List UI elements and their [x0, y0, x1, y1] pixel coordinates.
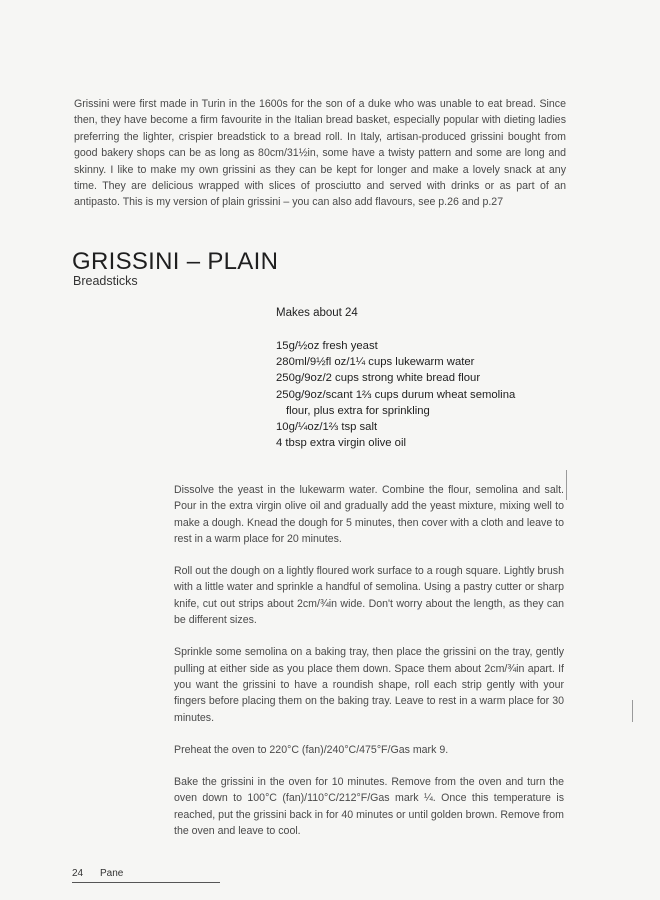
- ingredient-item: 10g/¼oz/1⅔ tsp salt: [276, 421, 378, 434]
- method-step: Preheat the oven to 220°C (fan)/240°C/475°F/Gas mark 9.: [174, 743, 449, 756]
- ingredient-item: 250g/9oz/2 cups strong white bread flour: [276, 372, 481, 385]
- ingredient-item: 4 tbsp extra virgin olive oil: [276, 437, 406, 450]
- section-name: Pane: [100, 868, 124, 879]
- method-step: Dissolve the yeast in the lukewarm water. Combine the flour, semolina and salt. Pour in the extra virgin olive oil and gradually add the yeast mixture, mixing well to make a dough. Knead the dough for 5 minutes, then cover with a cloth and leave to rest in a warm place for 20 minutes.: [174, 484, 564, 545]
- method-step: Sprinkle some semolina on a baking tray, then place the grissini on the tray, gently pulling at either side as you place them down. Space them about 2cm/¾in apart. If you want the grissini to have a roundish shape, roll each strip gently with your fingers before placing them on the baking tray. Leave to rest in a warm place for 30 minutes.: [174, 646, 564, 724]
- page-number: 24: [72, 868, 84, 879]
- method-step: Bake the grissini in the oven for 10 minutes. Remove from the oven and turn the oven down to 100°C (fan)/110°C/212°F/Gas mark ¼. Once this temperature is reached, put the grissini back in for 40 minutes or until golden brown. Remove from the oven and leave to cool.: [174, 776, 564, 838]
- recipe-title: GRISSINI – PLAIN: [72, 248, 279, 275]
- page-footer: [72, 868, 220, 883]
- ingredient-item: 280ml/9½fl oz/1¼ cups lukewarm water: [276, 356, 475, 369]
- intro-paragraph: Grissini were first made in Turin in the 1600s for the son of a duke who was unable to eat bread. Since then, they have become a firm favourite in the Italian bread basket, especially popular with dieting ladies preferring the lighter, crispier breadstick to a bread roll. In Italy, artisan-produced grissini bought from good bakery shops can be as long as 80cm/31½in, some have a twisty pattern and some are long and skinny. I like to make my own grissini as they can be kept for longer and make a lovely snack at any time. They are delicious wrapped with slices of prosciutto and served with drinks or as part of an antipasto. This is my version of plain grissini – you can also add flavours, see p.26 and p.27: [74, 98, 566, 209]
- scan-artifact-mark: [566, 470, 567, 500]
- method-section: [174, 482, 564, 855]
- ingredient-item: 250g/9oz/scant 1⅔ cups durum wheat semolina: [276, 388, 516, 401]
- scan-artifact-mark: [632, 700, 633, 722]
- method-step: Roll out the dough on a lightly floured work surface to a rough square. Lightly brush with a little water and sprinkle a handful of semolina. Using a pastry cutter or sharp knife, cut out strips about 2cm/¾in wide. Don't worry about the length, as they can be different sizes.: [174, 565, 564, 627]
- recipe-yield: Makes about 24: [276, 307, 358, 319]
- ingredient-item-continuation: flour, plus extra for sprinkling: [286, 404, 430, 417]
- recipe-subtitle: Breadsticks: [73, 274, 138, 288]
- ingredient-item: 15g/½oz fresh yeast: [276, 340, 378, 352]
- ingredients-list: [276, 338, 515, 451]
